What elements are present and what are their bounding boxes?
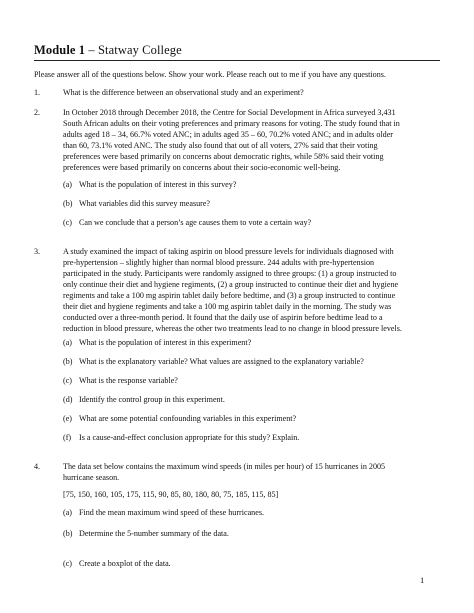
part-label: (f)	[63, 433, 72, 442]
part-text: What is the population of interest in this experiment?	[79, 338, 252, 347]
question-3-line: A study examined the impact of taking aspirin on blood pressure levels for individuals diagnosed with	[63, 247, 394, 256]
question-4a	[63, 508, 264, 519]
part-text: What is the population of interest in this survey?	[79, 180, 237, 189]
question-2-line: than 60, 73.1% voted ANC. The study also found that out of all voters, 27% said that their voting	[63, 141, 378, 150]
part-label: (a)	[63, 338, 72, 347]
question-4-line: The data set below contains the maximum wind speeds (in miles per hour) of 15 hurricanes in 2005	[63, 462, 386, 471]
question-3b	[63, 357, 364, 368]
question-4-number: 4.	[34, 462, 41, 471]
question-2-number: 2.	[34, 108, 41, 117]
college-name: Statway College	[97, 43, 182, 57]
part-text: Identify the control group in this experiment.	[79, 395, 225, 404]
question-2c	[63, 218, 311, 229]
question-3-line: only continue their diet and hygiene regiments, (2) a group instructed to continue their diet and hygiene	[63, 280, 399, 289]
part-text: What are some potential confounding variables in this experiment?	[79, 414, 297, 423]
part-label: (a)	[63, 180, 72, 189]
question-1-number: 1.	[34, 88, 41, 97]
module-title: Module 1	[34, 43, 86, 57]
instructions: Please answer all of the questions below. Show your work. Please reach out to me if you have any questions.	[34, 70, 386, 79]
part-text: Determine the 5-number summary of the data.	[79, 529, 229, 538]
part-text: Can we conclude that a person’s age causes them to vote a certain way?	[79, 218, 312, 227]
question-3-line: regiments and take a 100 mg aspirin tablet daily before bedtime, and (3) a group instructed to continue	[63, 291, 396, 300]
question-4b	[63, 529, 229, 540]
question-3-line: conducted over a three-month period. It found that the daily use of aspirin before bedtime lead to a	[63, 313, 383, 322]
part-text: Is a cause-and-effect conclusion appropriate for this study? Explain.	[79, 433, 300, 442]
part-label: (c)	[63, 559, 72, 568]
part-label: (c)	[63, 218, 72, 227]
question-1-text: What is the difference between an observational study and an experiment?	[63, 88, 304, 97]
question-3e	[63, 414, 296, 425]
part-text: What is the response variable?	[79, 376, 178, 385]
part-text: Find the mean maximum wind speed of these hurricanes.	[79, 508, 264, 517]
document-header	[34, 43, 182, 58]
question-3-line: their diet and hygiene regiments and take a 100 mg aspirin tablet daily in the morning. The study was	[63, 302, 392, 311]
question-3c	[63, 376, 178, 387]
question-3-number: 3.	[34, 247, 41, 256]
question-3-line: participated in the study. Participants were randomly assigned to three groups: (1) a group instructed to	[63, 269, 397, 278]
question-2-line: In October 2018 through December 2018, the Centre for Social Development in Africa surveyed 3,431	[63, 108, 396, 117]
question-2-line: preferences were based primarily on concerns about democratic rights, while 58% said their voting	[63, 152, 384, 161]
question-3-line: pre-hypertension – slightly higher than normal blood pressure. 244 adults with pre-hypertension	[63, 258, 375, 267]
part-label: (b)	[63, 529, 73, 538]
question-3-line: reduction in blood pressure, whereas the other two treatments lead to no change in blood pressure levels.	[63, 324, 402, 333]
question-2-line: preferences were based primarily on concerns about their socio-economic well-being.	[63, 163, 341, 172]
part-label: (e)	[63, 414, 72, 423]
header-rule	[34, 60, 440, 61]
question-3a	[63, 338, 251, 349]
part-label: (b)	[63, 199, 73, 208]
question-3f	[63, 433, 299, 444]
question-4c	[63, 559, 171, 570]
part-label: (a)	[63, 508, 72, 517]
wind-speed-data: [75, 150, 160, 105, 175, 115, 90, 85, 80, 180, 80, 75, 185, 115, 85]	[63, 490, 279, 499]
question-3d	[63, 395, 225, 406]
question-2-line: adults aged 18 – 34, 66.7% voted ANC; in adults aged 35 – 60, 70.2% voted ANC; and in adults older	[63, 130, 394, 139]
part-text: What is the explanatory variable? What values are assigned to the explanatory variable?	[79, 357, 364, 366]
part-text: Create a boxplot of the data.	[79, 559, 171, 568]
page-number: 1	[420, 575, 425, 585]
part-label: (b)	[63, 357, 73, 366]
question-2b	[63, 199, 210, 210]
question-2a	[63, 180, 236, 191]
part-label: (c)	[63, 376, 72, 385]
part-text: What variables did this survey measure?	[79, 199, 211, 208]
part-label: (d)	[63, 395, 73, 404]
question-2-line: South African adults on their voting preferences and primary reasons for voting. The study found that in	[63, 119, 400, 128]
header-dash: –	[85, 43, 98, 57]
question-4-line: hurricane season.	[63, 473, 120, 482]
